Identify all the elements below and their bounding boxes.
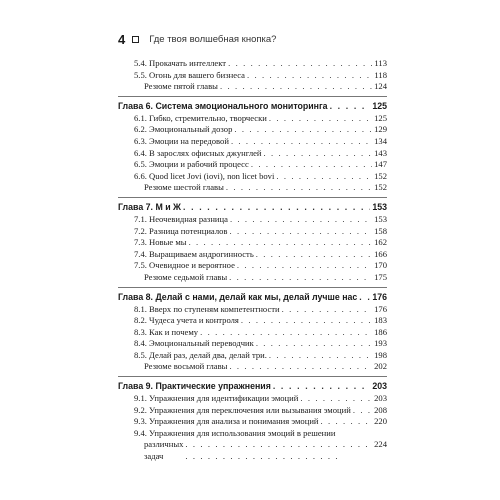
page-number: 4 [118,31,126,47]
toc-entry-line1: 9.4. Упражнения для использования эмоций в решении [134,427,336,438]
toc-entry-multiline: 9.4. Упражнения для использования эмоций в решении различных задач . . . . . . . . . . . . . . . . . . . . . . . . . . . . . . . . . . . . . . . . . . . . . . 224 [134,427,387,462]
toc-entry: 9.1. Упражнения для идентификации эмоций . . . 203 [118,393,387,405]
chapter-title: Глава 7. М и Ж . . . 153 [118,201,387,214]
divider [118,96,387,97]
divider [118,376,387,377]
toc-entry: 8.2. Чудеса учета и контроля . . . 183 [118,315,387,327]
toc-summary: Резюме восьмой главы . . . 202 [118,361,387,373]
toc-entry: 6.3. Эмоции на передовой . . . 134 [118,136,387,148]
toc-entry: 8.5. Делай раз, делай два, делай три. . . . 198 [118,350,387,362]
toc-entry: 6.5. Эмоции и рабочий процесс . . . 147 [118,159,387,171]
chapter-title: Глава 9. Практические упражнения . . . 203 [118,380,387,393]
toc-entry: 6.1. Гибко, стремительно, творчески . . . 125 [118,113,387,125]
toc-entry: 7.4. Выращиваем андрогинность . . . 166 [118,249,387,261]
toc-entry-line2: различных задач [144,439,184,462]
toc-entry: 7.3. Новые мы . . . 162 [118,237,387,249]
toc-entry: 6.4. В зарослях офисных джунглей . . . 143 [118,148,387,160]
table-of-contents [118,58,387,463]
chapter-title: Глава 8. Делай с нами, делай как мы, делай лучше нас . . . 176 [118,291,387,304]
toc-entry: 6.2. Эмоциональный дозор . . . 129 [118,124,387,136]
toc-entry: 9.3. Упражнения для анализа и понимания эмоций . . . 220 [118,416,387,428]
divider [118,197,387,198]
toc-entry: 9.2. Упражнения для переключения или вызывания эмоций . . . 208 [118,405,387,417]
toc-entry: 5.5. Огонь для вашего бизнеса . . . 118 [118,70,387,82]
square-icon [132,36,139,43]
toc-summary: Резюме седьмой главы . . . 175 [118,272,387,284]
toc-entry: 7.1. Неочевидная разница . . . 153 [118,214,387,226]
toc-summary: Резюме пятой главы . . . 124 [118,81,387,93]
chapter-title: Глава 6. Система эмоционального мониторинга . . . 125 [118,100,387,113]
toc-entry: 5.4. Прокачать интеллект . . . 113 [118,58,387,70]
toc-summary: Резюме шестой главы . . . 152 [118,182,387,194]
toc-entry: 8.3. Как и почему . . . 186 [118,327,387,339]
toc-entry: 6.6. Quod licet Jovi (iovi), non licet bovi . . . 152 [118,171,387,183]
toc-entry: 7.5. Очевидное и вероятное . . . 170 [118,260,387,272]
toc-entry: 7.2. Разница потенциалов . . . 158 [118,226,387,238]
toc-entry-page: 224 [374,439,387,450]
page-header [118,31,418,47]
toc-entry: 8.4. Эмоциональный переводчик . . . 193 [118,338,387,350]
toc-entry: 8.1. Вверх по ступеням компетентности . . . 176 [118,304,387,316]
divider [118,287,387,288]
running-title: Где твоя волшебная кнопка? [149,33,277,45]
